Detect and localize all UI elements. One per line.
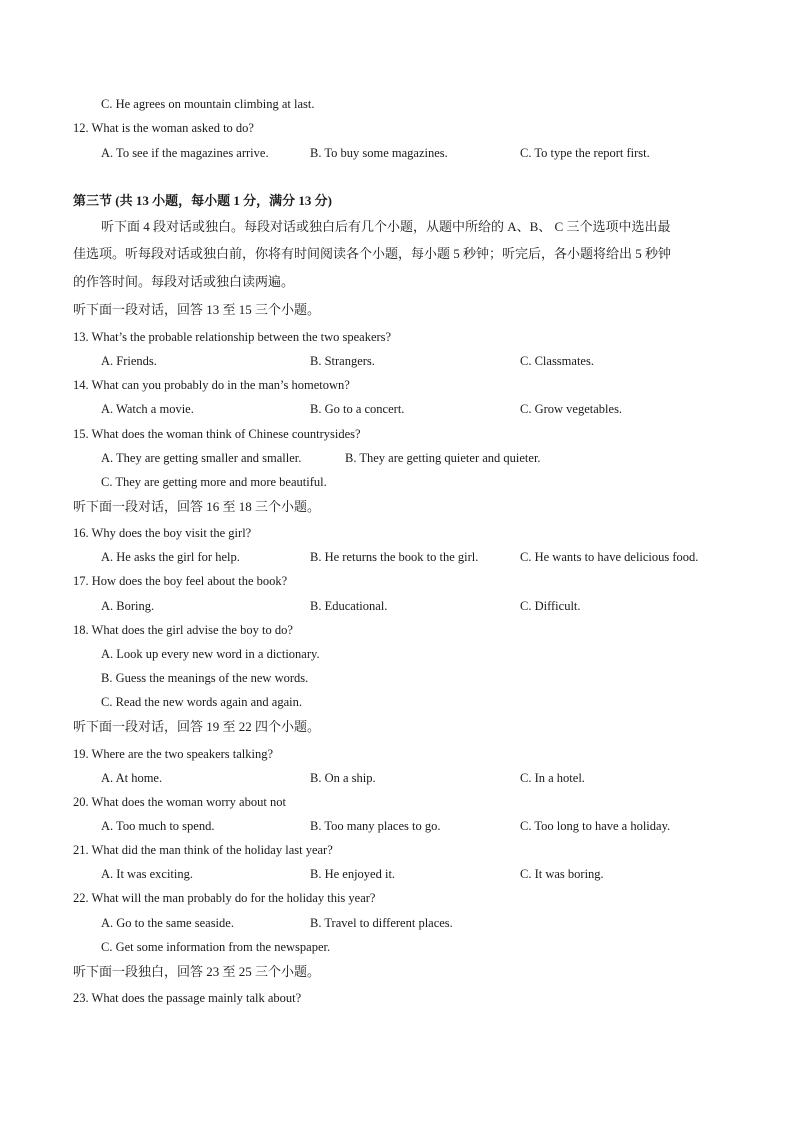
question-19: 19. Where are the two speakers talking?	[73, 747, 274, 761]
option-19b: B. On a ship.	[310, 771, 376, 785]
option-17b: B. Educational.	[310, 599, 388, 613]
option-13b: B. Strangers.	[310, 354, 375, 368]
question-13: 13. What’s the probable relationship between the two speakers?	[73, 330, 392, 344]
option-17c: C. Difficult.	[520, 599, 581, 613]
question-20: 20. What does the woman worry about not	[73, 795, 286, 809]
question-12: 12. What is the woman asked to do?	[73, 121, 254, 135]
instructions-line-3: 的作答时间。每段对话或独白读两遍。	[73, 274, 295, 289]
option-20a: A. Too much to spend.	[101, 819, 215, 833]
monologue-intro: 听下面一段独白，回答 23 至 25 三个小题。	[73, 964, 321, 979]
instructions-line-1: 听下面 4 段对话或独白。每段对话或独白后有几个小题，从题中所给的 A、B、 C 三个选项中选出最	[101, 219, 671, 234]
option-16c: C. He wants to have delicious food.	[520, 550, 699, 564]
option-12a: A. To see if the magazines arrive.	[101, 146, 269, 160]
option-11c: C. He agrees on mountain climbing at last.	[101, 97, 315, 111]
question-22: 22. What will the man probably do for the holiday this year?	[73, 891, 376, 905]
question-14: 14. What can you probably do in the man’s hometown?	[73, 378, 350, 392]
option-12b: B. To buy some magazines.	[310, 146, 448, 160]
option-14c: C. Grow vegetables.	[520, 402, 623, 416]
option-18b: B. Guess the meanings of the new words.	[101, 671, 309, 685]
question-18: 18. What does the girl advise the boy to do?	[73, 623, 293, 637]
option-20b: B. Too many places to go.	[310, 819, 441, 833]
dialogue-3-intro: 听下面一段对话，回答 19 至 22 四个小题。	[73, 719, 321, 734]
question-15: 15. What does the woman think of Chinese countrysides?	[73, 427, 361, 441]
option-19c: C. In a hotel.	[520, 771, 585, 785]
option-12c: C. To type the report first.	[520, 146, 650, 160]
question-17: 17. How does the boy feel about the book?	[73, 574, 288, 588]
option-16b: B. He returns the book to the girl.	[310, 550, 479, 564]
question-21: 21. What did the man think of the holiday last year?	[73, 843, 333, 857]
dialogue-2-intro: 听下面一段对话，回答 16 至 18 三个小题。	[73, 499, 321, 514]
option-22a: A. Go to the same seaside.	[101, 916, 234, 930]
option-18c: C. Read the new words again and again.	[101, 695, 302, 709]
option-13c: C. Classmates.	[520, 354, 594, 368]
option-19a: A. At home.	[101, 771, 163, 785]
option-17a: A. Boring.	[101, 599, 155, 613]
option-21b: B. He enjoyed it.	[310, 867, 396, 881]
question-16: 16. Why does the boy visit the girl?	[73, 526, 252, 540]
option-15c: C. They are getting more and more beautiful.	[101, 475, 327, 489]
option-15b: B. They are getting quieter and quieter.	[345, 451, 541, 465]
instructions-line-2: 佳选项。听每段对话或独白前，你将有时间阅读各个小题，每小题 5 秒钟；听完后，各小题将给出 5 秒钟	[73, 246, 672, 261]
question-23: 23. What does the passage mainly talk about?	[73, 991, 302, 1005]
option-22b: B. Travel to different places.	[310, 916, 453, 930]
option-18a: A. Look up every new word in a dictionary.	[101, 647, 320, 661]
option-14a: A. Watch a movie.	[101, 402, 194, 416]
option-15a: A. They are getting smaller and smaller.	[101, 451, 302, 465]
option-14b: B. Go to a concert.	[310, 402, 405, 416]
option-16a: A. He asks the girl for help.	[101, 550, 240, 564]
option-21a: A. It was exciting.	[101, 867, 193, 881]
option-20c: C. Too long to have a holiday.	[520, 819, 671, 833]
option-21c: C. It was boring.	[520, 867, 604, 881]
option-22c: C. Get some information from the newspaper.	[101, 940, 331, 954]
dialogue-1-intro: 听下面一段对话，回答 13 至 15 三个小题。	[73, 302, 321, 317]
section-3-title: 第三节 (共 13 小题，每小题 1 分，满分 13 分)	[73, 193, 332, 208]
option-13a: A. Friends.	[101, 354, 157, 368]
